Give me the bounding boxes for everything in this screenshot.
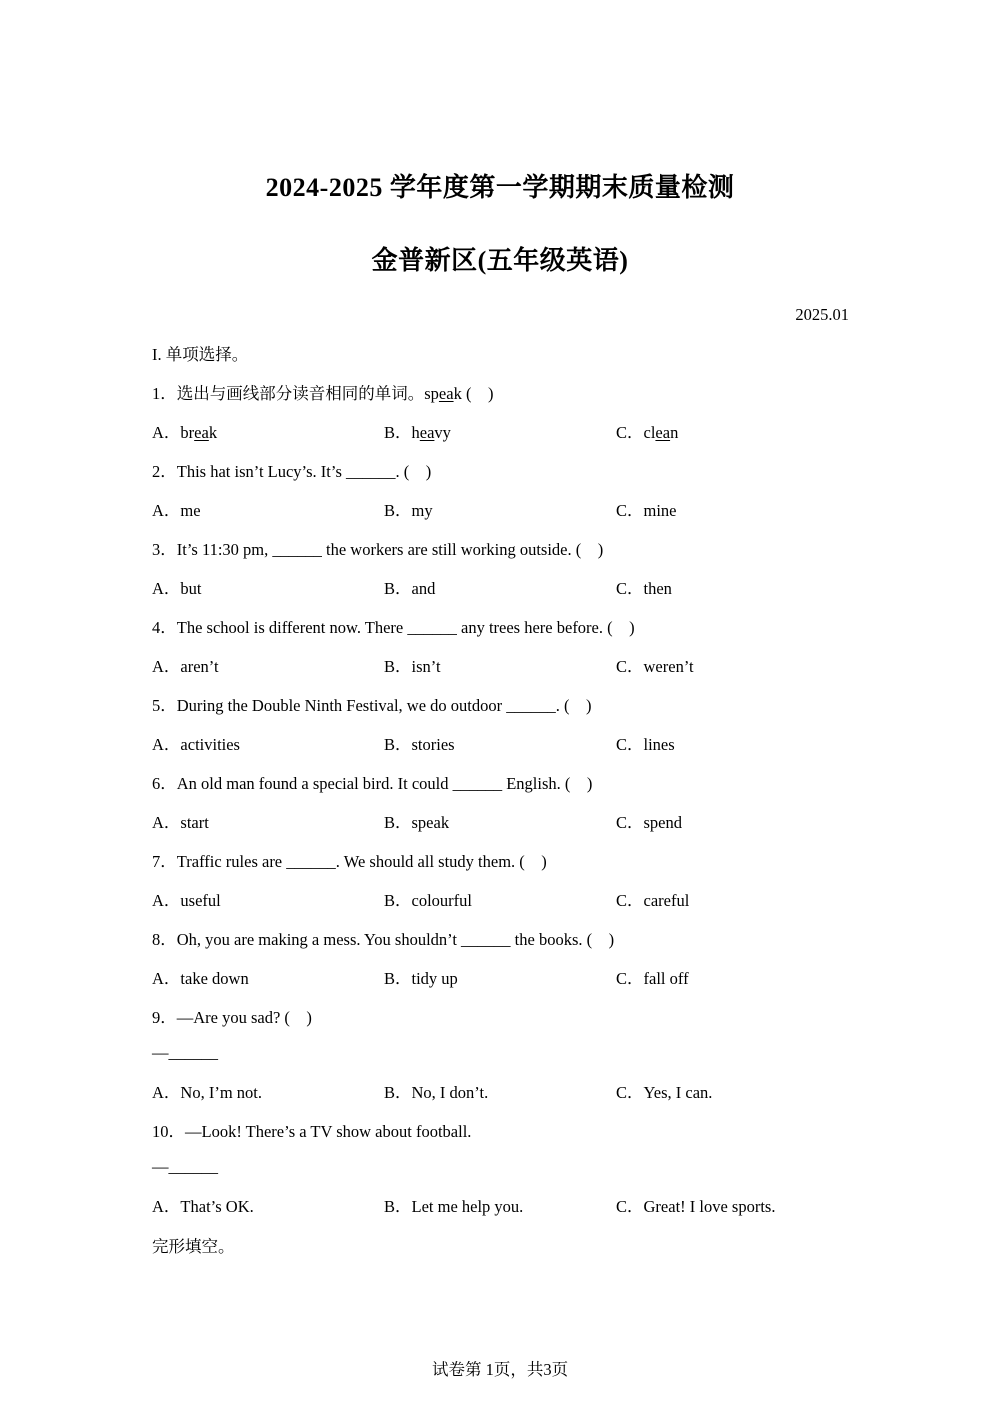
question-5-option-c: C．lines [616,735,675,754]
question-9-stem: 9．—Are you sad? ( ) [152,1008,312,1027]
question-4-option-b: B．isn’t [384,657,441,676]
question-10-reply-blank: —______ [152,1157,218,1176]
question-1-option-a: A．break [152,423,218,442]
question-5-stem: 5．During the Double Ninth Festival, we do outdoor ______. ( ) [152,696,592,715]
section-heading-cloze: 完形填空。 [152,1237,235,1256]
question-7-option-a: A．useful [152,891,221,910]
question-10-stem: 10．—Look! There’s a TV show about football. [152,1122,472,1141]
question-3-option-a: A．but [152,579,202,598]
question-5-option-b: B．stories [384,735,455,754]
question-10-option-a: A．That’s OK. [152,1197,254,1216]
question-6-option-c: C．spend [616,813,682,832]
question-3-stem: 3．It’s 11:30 pm, ______ the workers are still working outside. ( ) [152,540,604,559]
question-8-option-b: B．tidy up [384,969,458,988]
question-1-option-c: C．clean [616,423,679,442]
question-1-option-b: B．heavy [384,423,451,442]
question-1-stem: 1．选出与画线部分读音相同的单词。speak ( ) [152,384,494,403]
exam-date: 2025.01 [795,305,849,324]
question-9-option-a: A．No, I’m not. [152,1083,262,1102]
question-3-option-c: C．then [616,579,672,598]
question-2-stem: 2．This hat isn’t Lucy’s. It’s ______. ( ) [152,462,432,481]
exam-title: 2024-2025 学年度第一学期期末质量检测 [265,173,735,202]
question-2-option-b: B．my [384,501,433,520]
question-9-reply-blank: —______ [152,1043,218,1062]
question-6-stem: 6．An old man found a special bird. It could ______ English. ( ) [152,774,593,793]
question-8-stem: 8．Oh, you are making a mess. You shouldn’t ______ the books. ( ) [152,930,615,949]
question-6-option-a: A．start [152,813,209,832]
question-8-option-c: C．fall off [616,969,689,988]
question-9-option-b: B．No, I don’t. [384,1083,489,1102]
question-6-option-b: B．speak [384,813,450,832]
question-9-option-c: C．Yes, I can. [616,1083,713,1102]
question-7-option-b: B．colourful [384,891,472,910]
question-2-option-c: C．mine [616,501,677,520]
question-5-option-a: A．activities [152,735,240,754]
question-3-option-b: B．and [384,579,436,598]
section-heading-single-choice: I. 单项选择。 [152,345,249,364]
question-7-stem: 7．Traffic rules are ______. We should all study them. ( ) [152,852,547,871]
question-4-stem: 4．The school is different now. There ______ any trees here before. ( ) [152,618,635,637]
page-footer: 试卷第 1页，共3页 [431,1360,569,1379]
question-10-option-c: C．Great! I love sports. [616,1197,776,1216]
exam-subtitle: 金普新区(五年级英语) [371,246,629,275]
question-10-option-b: B．Let me help you. [384,1197,524,1216]
question-8-option-a: A．take down [152,969,249,988]
question-7-option-c: C．careful [616,891,690,910]
question-4-option-a: A．aren’t [152,657,219,676]
question-2-option-a: A．me [152,501,201,520]
question-4-option-c: C．weren’t [616,657,694,676]
